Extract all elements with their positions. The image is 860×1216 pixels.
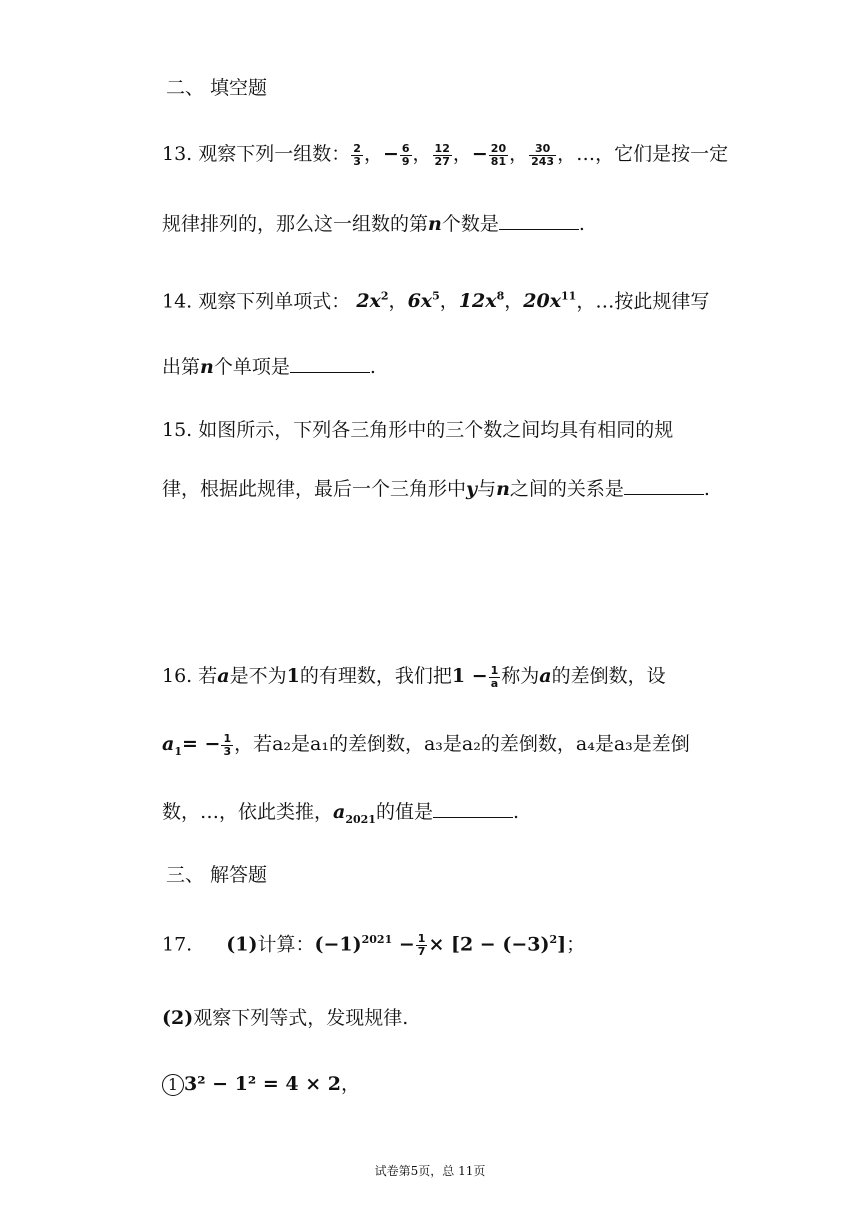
q16-line3 — [162, 798, 519, 834]
q13-fraction — [433, 143, 452, 168]
q16-expr: 1 − — [451, 665, 488, 687]
frac-den: 81 — [490, 154, 507, 168]
q14-after: ，…按此规律写 — [576, 290, 710, 313]
q15-answer-blank[interactable] — [624, 476, 704, 495]
q15-mid: 与 — [477, 478, 497, 500]
q15-end: . — [703, 478, 710, 500]
q14-number: 14. — [162, 290, 193, 313]
minus-sign: − — [382, 143, 399, 165]
q13-fraction — [489, 143, 508, 168]
q14-term: 12x — [458, 290, 497, 313]
q16-line1 — [162, 662, 666, 690]
q16-var-a2: a — [539, 665, 552, 687]
q16-var-a: a — [217, 665, 230, 687]
q17-expr-a: (−1) — [314, 933, 362, 956]
q17-part2-text: 观察下列等式，发现规律. — [193, 1007, 409, 1029]
q16-end: . — [512, 801, 520, 823]
q16-a1-fraction — [221, 733, 233, 758]
q14-term: 20x — [523, 290, 562, 313]
q16-a2021-var: a — [333, 801, 346, 823]
page-footer: 试卷第5页，总 11页 — [374, 1164, 486, 1178]
q16-text-e: 的差倒数，设 — [551, 665, 666, 687]
frac-den: 27 — [434, 154, 450, 168]
q17-eq-end: ， — [340, 1073, 360, 1095]
q16-a1-num: 1 — [223, 731, 232, 745]
q16-a1-sub: 1 — [174, 744, 182, 758]
q16-a1-den: 3 — [223, 744, 232, 758]
q17-line3 — [162, 1070, 360, 1098]
comma: ， — [509, 143, 529, 165]
q16-a1-var: a — [162, 733, 175, 755]
q17-frac-den: 7 — [417, 944, 426, 958]
q14-text-b: 个单项是 — [213, 356, 290, 378]
frac-num: 20 — [490, 141, 507, 155]
q17-end: ； — [566, 933, 586, 956]
q14-answer-blank[interactable] — [290, 354, 370, 373]
q16-text-l3b: 的值是 — [375, 801, 433, 823]
q15-line2 — [162, 475, 710, 503]
q14-end: . — [369, 356, 376, 378]
q13-fraction — [529, 143, 556, 168]
q16-number: 16. — [162, 665, 193, 687]
q13-text: 规律排列的，那么这一组数的第 — [162, 213, 429, 235]
q13-text-b: 个数是 — [441, 213, 499, 235]
frac-den: 9 — [401, 154, 410, 168]
q13-line1 — [162, 140, 728, 168]
q17-line2 — [162, 1004, 408, 1032]
q16-one: 1 — [286, 665, 300, 687]
comma: ， — [388, 290, 408, 313]
q13-var-n: n — [428, 213, 442, 235]
q17-part1-text: 计算： — [257, 933, 315, 956]
minus-sign: − — [471, 143, 488, 165]
q16-text-d: 称为 — [501, 665, 540, 687]
q16-frac-num: 1 — [490, 663, 499, 677]
q15-var-y: y — [466, 478, 478, 500]
q17-fraction — [416, 933, 428, 958]
q15-var-n: n — [496, 478, 510, 500]
frac-num: 30 — [529, 143, 556, 156]
q14-prefix: 观察下列单项式： — [198, 290, 351, 313]
q15-number: 15. — [162, 419, 193, 441]
q17-minus: − — [392, 933, 415, 956]
q16-text-c: 的有理数，我们把 — [299, 665, 452, 687]
frac-num: 12 — [434, 141, 450, 155]
q17-circled-number: 1 — [162, 1074, 184, 1096]
q14-text: 出第 — [162, 356, 201, 378]
q16-a2021-sub: 2021 — [345, 812, 376, 826]
q17-part2-label: (2) — [162, 1007, 194, 1029]
q16-answer-blank[interactable] — [433, 799, 513, 818]
q14-exponent: 2 — [380, 290, 389, 303]
q15-line1 — [162, 416, 673, 444]
comma: ， — [363, 143, 383, 165]
q13-answer-blank[interactable] — [499, 211, 579, 230]
q17-exp: 2021 — [361, 933, 393, 946]
q15-text-a: 律，根据此规律，最后一个三角形中 — [162, 478, 467, 500]
q14-exponent: 5 — [432, 290, 440, 303]
q16-text-b: 是不为 — [229, 665, 287, 687]
q13-prefix: 观察下列一组数： — [198, 143, 351, 165]
q17-equation-1: 3² − 1² = 4 × 2 — [184, 1073, 341, 1095]
q16-text-l3: 数，…，依此类推， — [162, 801, 334, 823]
q17-frac-num: 1 — [417, 931, 426, 945]
q14-exponent: 11 — [561, 290, 577, 303]
q17-expr-b: × [2 − (−3) — [428, 933, 550, 956]
frac-den: 243 — [531, 154, 555, 168]
comma: ， — [504, 290, 524, 313]
q17-number: 17. — [162, 933, 193, 956]
q16-fraction — [489, 665, 501, 690]
q14-var-n: n — [200, 356, 214, 378]
q16-text-a: 若 — [198, 665, 218, 687]
q15-text: 如图所示，下列各三角形中的三个数之间均具有相同的规 — [198, 419, 674, 441]
frac-num: 6 — [401, 141, 410, 155]
q13-fraction — [351, 143, 363, 168]
section-fill-title: 二、 填空题 — [166, 77, 268, 99]
q15-text-b: 之间的关系是 — [509, 478, 624, 500]
q16-line2-text: ，若a₂是a₁的差倒数，a₃是a₂的差倒数，a₄是a₃是差倒 — [234, 733, 690, 755]
q17-expr-c: ] — [557, 933, 567, 956]
q16-frac-den: a — [490, 676, 499, 690]
q14-line1 — [162, 283, 709, 315]
q17-part1-label: (1) — [226, 933, 258, 956]
q16-eq: = − — [181, 733, 221, 755]
q13-end: . — [578, 213, 585, 235]
section-solve-title: 三、 解答题 — [166, 864, 268, 886]
q13-line2 — [162, 210, 585, 238]
q14-exponent: 8 — [496, 290, 505, 303]
q14-terms — [356, 290, 576, 312]
q13-number: 13. — [162, 143, 193, 165]
q13-fractions — [350, 141, 557, 168]
q14-line2 — [162, 353, 376, 381]
q14-term: 2x — [356, 290, 381, 313]
comma: ， — [452, 143, 472, 165]
comma: ， — [439, 290, 459, 313]
q15-triangles-figure — [0, 526, 860, 626]
q13-fraction — [400, 143, 412, 168]
q17-exp2: 2 — [549, 933, 558, 946]
q14-term: 6x — [407, 290, 433, 313]
frac-num: 2 — [353, 141, 361, 155]
q17-line1 — [162, 926, 585, 958]
q13-after: ，…，它们是按一定 — [557, 143, 729, 165]
frac-den: 3 — [353, 154, 361, 168]
q16-line2 — [162, 730, 690, 766]
comma: ， — [412, 143, 432, 165]
